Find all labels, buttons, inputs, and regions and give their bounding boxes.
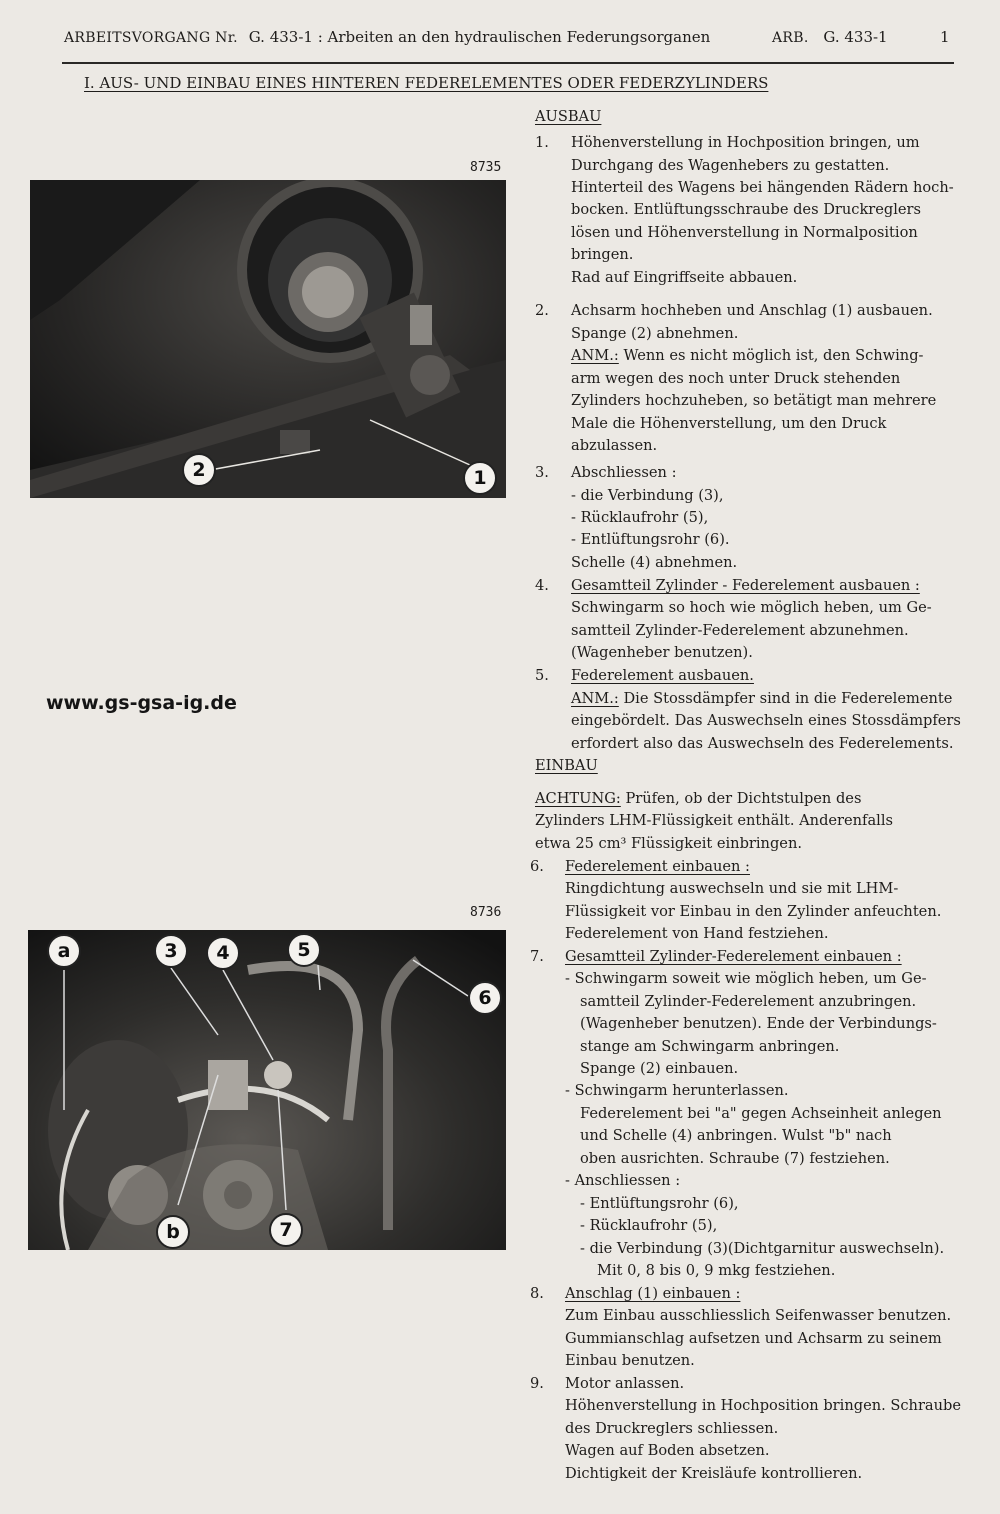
step-4-title: Gesamtteil Zylinder - Federelement ausbauen : xyxy=(571,577,920,594)
photo-2-callout-4: 4 xyxy=(206,936,240,970)
header-doc-code: G. 433-1 : Arbeiten an den hydraulischen Federungsorganen xyxy=(248,28,711,46)
step-8-title: Anschlag (1) einbauen : xyxy=(565,1285,741,1302)
step-9-line: Höhenverstellung in Hochposition bringen. Schraube xyxy=(565,1397,962,1414)
step-9-line: des Druckreglers schliessen. xyxy=(565,1420,779,1437)
step-1-line: Hinterteil des Wagens bei hängenden Rädern hoch- xyxy=(571,179,954,196)
step-6-number: 6. xyxy=(530,858,544,875)
step-9-line: Dichtigkeit der Kreisläufe kontrollieren. xyxy=(565,1465,863,1482)
achtung-label: ACHTUNG: xyxy=(535,790,621,807)
step-2-line: Achsarm hochheben und Anschlag (1) ausbauen. xyxy=(571,302,933,319)
photo-2 xyxy=(28,930,506,1250)
step-7-line: - Rücklaufrohr (5), xyxy=(580,1217,718,1234)
step-9-line: Wagen auf Boden absetzen. xyxy=(565,1442,770,1459)
photo-1-callout-2: 2 xyxy=(182,453,216,487)
step-7-line: oben ausrichten. Schraube (7) festziehen. xyxy=(580,1150,890,1167)
step-3-line: - Rücklaufrohr (5), xyxy=(571,509,709,526)
step-1-line: bringen. xyxy=(571,246,634,263)
step-7-line: Spange (2) einbauen. xyxy=(580,1060,739,1077)
step-5-note xyxy=(571,688,952,710)
ausbau-title: AUSBAU xyxy=(535,108,602,125)
step-6-title: Federelement einbauen : xyxy=(565,858,750,875)
einbau-title: EINBAU xyxy=(535,757,598,774)
step-8-line: Zum Einbau ausschliesslich Seifenwasser benutzen. xyxy=(565,1307,952,1324)
header-left xyxy=(64,28,710,46)
step-1-line: bocken. Entlüftungsschraube des Druckreglers xyxy=(571,201,922,218)
step-5-title: Federelement ausbauen. xyxy=(571,667,754,684)
step-7-line: und Schelle (4) anbringen. Wulst "b" nach xyxy=(580,1127,892,1144)
step-5-line: eingebördelt. Das Auswechseln eines Stossdämpfers xyxy=(571,712,961,729)
step-8-line: Gummianschlag aufsetzen und Achsarm zu seinem xyxy=(565,1330,942,1347)
photo-2-callout-3: 3 xyxy=(154,934,188,968)
photo-2-callout-7: 7 xyxy=(269,1213,303,1247)
photo-2-callout-6: 6 xyxy=(468,981,502,1015)
step-2-note xyxy=(571,345,923,367)
step-7-line: - Entlüftungsrohr (6), xyxy=(580,1195,739,1212)
step-6-line: Federelement von Hand festziehen. xyxy=(565,925,829,942)
step-4-number: 4. xyxy=(535,577,549,594)
header-right xyxy=(772,28,888,46)
step-2-number: 2. xyxy=(535,302,549,319)
photo-1-callout-1: 1 xyxy=(463,461,497,495)
photo-2-number: 8736 xyxy=(470,905,502,920)
photo-2-image xyxy=(28,930,506,1250)
step-8-line: Einbau benutzen. xyxy=(565,1352,695,1369)
step-3-line: Abschliessen : xyxy=(571,464,677,481)
step-7-number: 7. xyxy=(530,948,544,965)
photo-1-number: 8735 xyxy=(470,160,502,175)
header-arb-code: G. 433-1 xyxy=(823,28,888,46)
step-7-line: stange am Schwingarm anbringen. xyxy=(580,1038,840,1055)
website-watermark: www.gs-gsa-ig.de xyxy=(46,692,237,714)
header-arb-label: ARB. xyxy=(772,30,809,46)
step-7-line: Mit 0, 8 bis 0, 9 mkg festziehen. xyxy=(597,1262,836,1279)
header-rule xyxy=(62,62,954,64)
step-7-line: - Anschliessen : xyxy=(565,1172,681,1189)
step-7-line: samtteil Zylinder-Federelement anzubringen. xyxy=(580,993,917,1010)
step-5-line: erfordert also das Auswechseln des Federelements. xyxy=(571,735,954,752)
step-7-line: (Wagenheber benutzen). Ende der Verbindungs- xyxy=(580,1015,937,1032)
anm-label: ANM.: xyxy=(571,690,619,707)
step-3-line: - die Verbindung (3), xyxy=(571,487,724,504)
photo-1-image xyxy=(30,180,506,498)
photo-2-callout-5: 5 xyxy=(287,933,321,967)
step-7-line: - die Verbindung (3)(Dichtgarnitur auswechseln). xyxy=(580,1240,945,1257)
step-7-title: Gesamtteil Zylinder-Federelement einbauen : xyxy=(565,948,902,965)
step-4-line: Schwingarm so hoch wie möglich heben, um Ge- xyxy=(571,599,932,616)
step-1-number: 1. xyxy=(535,134,549,151)
step-7-line: Federelement bei "a" gegen Achseinheit anlegen xyxy=(580,1105,942,1122)
photo-2-callout-b: b xyxy=(156,1215,190,1249)
step-2-note-line: Zylinders hochzuheben, so betätigt man mehrere xyxy=(571,392,937,409)
step-7-line: - Schwingarm soweit wie möglich heben, um Ge- xyxy=(565,970,927,987)
anm-text: Wenn es nicht möglich ist, den Schwing- xyxy=(618,347,924,364)
step-2-line: Spange (2) abnehmen. xyxy=(571,325,739,342)
achtung-note xyxy=(535,788,861,810)
step-2-note-line: abzulassen. xyxy=(571,437,658,454)
step-1-line: Durchgang des Wagenhebers zu gestatten. xyxy=(571,157,890,174)
page-number: 1 xyxy=(940,28,950,46)
step-9-line: Motor anlassen. xyxy=(565,1375,685,1392)
step-7-line: - Schwingarm herunterlassen. xyxy=(565,1082,789,1099)
step-9-number: 9. xyxy=(530,1375,544,1392)
step-2-note-line: Male die Höhenverstellung, um den Druck xyxy=(571,415,887,432)
photo-2-callout-a: a xyxy=(47,934,81,968)
photo-1 xyxy=(30,180,506,498)
section-title: I. AUS- UND EINBAU EINES HINTEREN FEDERELEMENTES ODER FEDERZYLINDERS xyxy=(84,74,769,92)
anm-label: ANM.: xyxy=(571,347,619,364)
achtung-line: Zylinders LHM-Flüssigkeit enthält. Anderenfalls xyxy=(535,812,893,829)
header-doc-label: ARBEITSVORGANG Nr. xyxy=(64,30,238,46)
step-5-number: 5. xyxy=(535,667,549,684)
step-3-number: 3. xyxy=(535,464,549,481)
step-4-line: (Wagenheber benutzen). xyxy=(571,644,753,661)
achtung-text: Prüfen, ob der Dichtstulpen des xyxy=(620,790,862,807)
step-3-line: - Entlüftungsrohr (6). xyxy=(571,531,730,548)
anm-text: Die Stossdämpfer sind in die Federelemente xyxy=(618,690,953,707)
step-4-line: samtteil Zylinder-Federelement abzunehmen. xyxy=(571,622,909,639)
step-8-number: 8. xyxy=(530,1285,544,1302)
step-1-line: lösen und Höhenverstellung in Normalposition xyxy=(571,224,918,241)
step-2-note-line: arm wegen des noch unter Druck stehenden xyxy=(571,370,901,387)
step-6-line: Flüssigkeit vor Einbau in den Zylinder anfeuchten. xyxy=(565,903,942,920)
achtung-line: etwa 25 cm³ Flüssigkeit einbringen. xyxy=(535,835,802,852)
step-3-line: Schelle (4) abnehmen. xyxy=(571,554,738,571)
step-1-line: Höhenverstellung in Hochposition bringen, um xyxy=(571,134,920,151)
step-1-line: Rad auf Eingriffseite abbauen. xyxy=(571,269,798,286)
step-6-line: Ringdichtung auswechseln und sie mit LHM- xyxy=(565,880,899,897)
